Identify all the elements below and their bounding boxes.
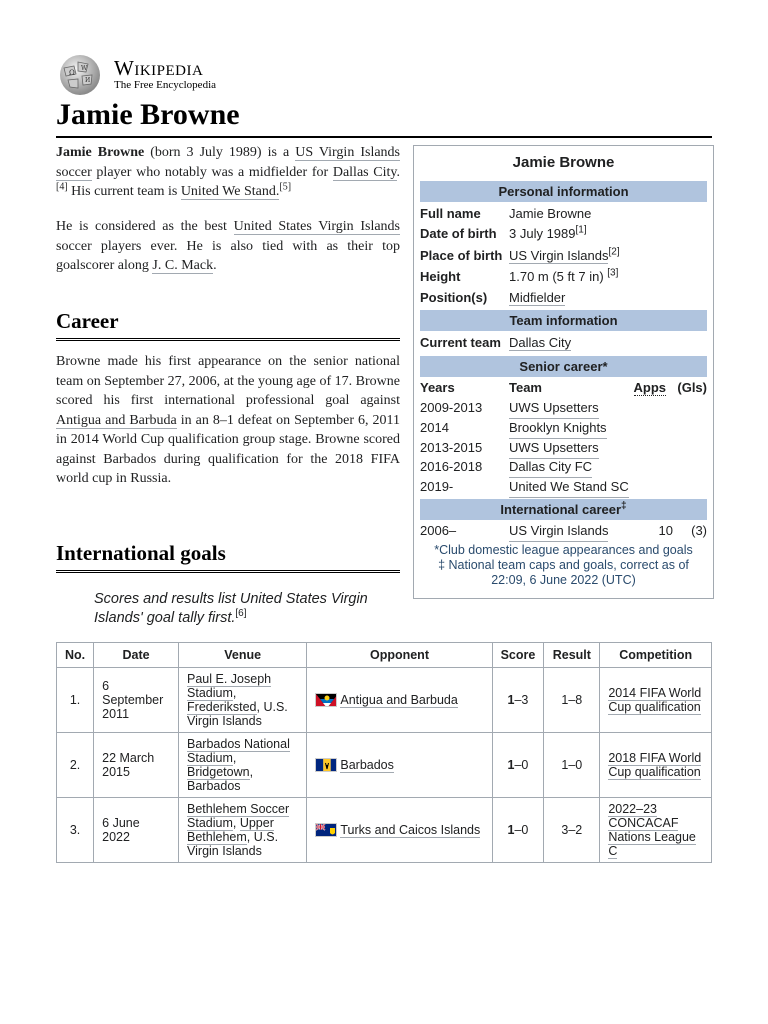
international-goals-table <box>56 642 712 863</box>
lead-paragraph-1: Jamie Browne (born 3 July 1989) is a US Virgin Islands soccer player who notably was a midfielder for Dallas City.[4] His current team is United We Stand.[5] <box>56 145 400 199</box>
citation-2[interactable]: [2] <box>608 246 620 258</box>
citation-4[interactable]: [4] <box>56 181 68 193</box>
link-venue[interactable]: Bethlehem Soccer Stadium <box>187 802 290 830</box>
goal-score: 1–3 <box>492 668 544 733</box>
goal-number: 1. <box>57 668 94 733</box>
barbados-flag-icon <box>315 758 337 772</box>
goal-number: 2. <box>57 733 94 798</box>
col-result: Result <box>544 643 600 668</box>
senior-row: 2009-2013 UWS Upsetters <box>420 398 707 418</box>
goal-date: 6 June 2022 <box>94 798 179 863</box>
link-competition[interactable]: 2022–23 CONCACAF Nations League C <box>608 802 696 858</box>
col-score: Score <box>492 643 544 668</box>
link-usvi-full[interactable]: United States Virgin Islands <box>233 219 400 234</box>
link-venue[interactable]: Paul E. Joseph Stadium <box>187 672 272 700</box>
svg-text:W: W <box>81 65 88 72</box>
link-opponent[interactable]: Antigua and Barbuda <box>340 692 458 707</box>
goal-date: 22 March 2015 <box>94 733 179 798</box>
international-goals-heading: International goals <box>56 540 400 573</box>
link-city[interactable]: Upper Bethlehem <box>187 816 274 844</box>
goals-note: Scores and results list United States Virgin Islands' goal tally first.[6] <box>94 591 368 626</box>
subject-name: Jamie Browne <box>56 145 145 160</box>
goal-venue: Paul E. Joseph Stadium, Frederiksted, U.S. Virgin Islands <box>179 668 307 733</box>
col-competition: Competition <box>600 643 712 668</box>
goal-venue: Bethlehem Soccer Stadium, Upper Bethlehem, U.S. Virgin Islands <box>179 798 307 863</box>
wikipedia-logo[interactable] <box>56 53 256 97</box>
infobox-title: Jamie Browne <box>512 154 615 171</box>
link-opponent[interactable]: Turks and Caicos Islands <box>340 822 481 837</box>
link-senior-team[interactable]: United We Stand SC <box>509 477 629 498</box>
full-name-row: Full name Jamie Browne <box>420 206 592 221</box>
height-row: Height 1.70 m (5 ft 7 in) [3] <box>420 267 619 284</box>
wikipedia-wordmark: Wikipedia <box>114 56 204 80</box>
goal-score: 1–0 <box>492 798 544 863</box>
personal-info-header: Personal information <box>420 181 707 202</box>
link-senior-team[interactable]: UWS Upsetters <box>509 398 599 419</box>
dob-row: Date of birth 3 July 1989[1] <box>420 224 587 241</box>
link-national-team[interactable]: US Virgin Islands <box>509 521 608 542</box>
col-date: Date <box>94 643 179 668</box>
link-city[interactable]: Bridgetown <box>187 765 250 779</box>
senior-row: 2019- United We Stand SC <box>420 477 707 497</box>
wikipedia-globe-icon <box>56 54 104 96</box>
svg-text:И: И <box>85 77 91 84</box>
link-senior-team[interactable]: Dallas City FC <box>509 457 592 478</box>
senior-career-header: Senior career* <box>420 356 707 377</box>
link-united-we-stand[interactable]: United We Stand. <box>180 184 280 199</box>
link-antigua-barbuda[interactable]: Antigua and Barbuda <box>56 412 177 428</box>
link-competition[interactable]: 2014 FIFA World Cup qualification <box>608 686 702 714</box>
link-senior-team[interactable]: Brooklyn Knights <box>509 418 607 439</box>
link-jc-mack[interactable]: J. C. Mack <box>152 258 214 273</box>
goal-opponent <box>307 733 492 798</box>
goal-number: 3. <box>57 798 94 863</box>
team-info-header: Team information <box>420 310 707 331</box>
goal-competition <box>600 733 712 798</box>
table-row <box>57 668 712 733</box>
link-current-team[interactable]: Dallas City <box>509 335 572 350</box>
goal-result: 1–8 <box>544 668 600 733</box>
goal-score: 1–0 <box>492 733 544 798</box>
link-us-virgin-islands[interactable]: US Virgin Islands <box>295 145 400 160</box>
page-title: Jamie Browne <box>56 96 712 138</box>
pob-row: Place of birth US Virgin Islands[2] <box>420 246 620 263</box>
table-row <box>57 733 712 798</box>
citation-5[interactable]: [5] <box>279 181 292 193</box>
goal-competition <box>600 668 712 733</box>
infobox-footnote-club: *Club domestic league appearances and goals <box>434 543 693 557</box>
goal-opponent <box>307 668 492 733</box>
link-senior-team[interactable]: UWS Upsetters <box>509 438 599 459</box>
lead-paragraph-2: He is considered as the best United States Virgin Islands soccer players ever. He is also tied with as their top goalscorer along J. C. Mack. <box>56 219 400 273</box>
link-midfielder[interactable]: Midfielder <box>509 290 566 305</box>
current-team-row: Current team Dallas City <box>420 335 572 350</box>
col-venue: Venue <box>179 643 307 668</box>
table-header-row <box>57 643 712 668</box>
senior-row: 2014 Brooklyn Knights <box>420 418 707 438</box>
position-row: Position(s) Midfielder <box>420 290 566 305</box>
senior-career-columns: Years Team Apps (Gls) <box>420 380 707 395</box>
infobox <box>413 145 714 599</box>
goal-opponent <box>307 798 492 863</box>
wikipedia-tagline: The Free Encyclopedia <box>114 79 217 91</box>
antigua-flag-icon <box>315 693 337 707</box>
senior-row: 2016-2018 Dallas City FC <box>420 457 707 477</box>
col-opponent: Opponent <box>307 643 492 668</box>
link-venue[interactable]: Barbados National Stadium <box>187 737 290 765</box>
citation-6[interactable]: [6] <box>235 608 247 620</box>
link-opponent[interactable]: Barbados <box>340 757 394 772</box>
senior-row: 2013-2015 UWS Upsetters <box>420 438 707 458</box>
international-career-header: International career‡ <box>420 499 707 520</box>
infobox-footnote-national: ‡ National team caps and goals, correct as of 22:09, 6 June 2022 (UTC) <box>438 558 689 587</box>
link-city[interactable]: Frederiksted <box>187 700 257 714</box>
goal-result: 3–2 <box>544 798 600 863</box>
link-pob[interactable]: US Virgin Islands <box>509 248 609 263</box>
goal-date: 6 September 2011 <box>94 668 179 733</box>
goal-competition <box>600 798 712 863</box>
goal-result: 1–0 <box>544 733 600 798</box>
international-row: 2006– US Virgin Islands 10 (3) <box>420 521 707 541</box>
link-dallas-city[interactable]: Dallas City <box>332 164 397 180</box>
career-paragraph: Browne made his first appearance on the senior national team on September 27, 2006, at the young age of 17. Browne scored his first international professional goal against Antigua and Barbuda in an 8–1 defeat on September 6, 2011 in 2014 World Cup qualification group stage. Browne scored against Barbados during qualification for the 2018 FIFA world cup in Russia. <box>56 354 400 486</box>
svg-text:Ω: Ω <box>69 69 75 77</box>
citation-3[interactable]: [3] <box>607 267 619 279</box>
col-no: No. <box>57 643 94 668</box>
career-heading: Career <box>56 308 400 341</box>
citation-1[interactable]: [1] <box>575 224 587 236</box>
goal-venue: Barbados National Stadium, Bridgetown, Barbados <box>179 733 307 798</box>
link-competition[interactable]: 2018 FIFA World Cup qualification <box>608 751 702 779</box>
link-soccer[interactable]: soccer <box>56 164 92 180</box>
table-row <box>57 798 712 863</box>
turks-caicos-flag-icon <box>315 823 337 837</box>
